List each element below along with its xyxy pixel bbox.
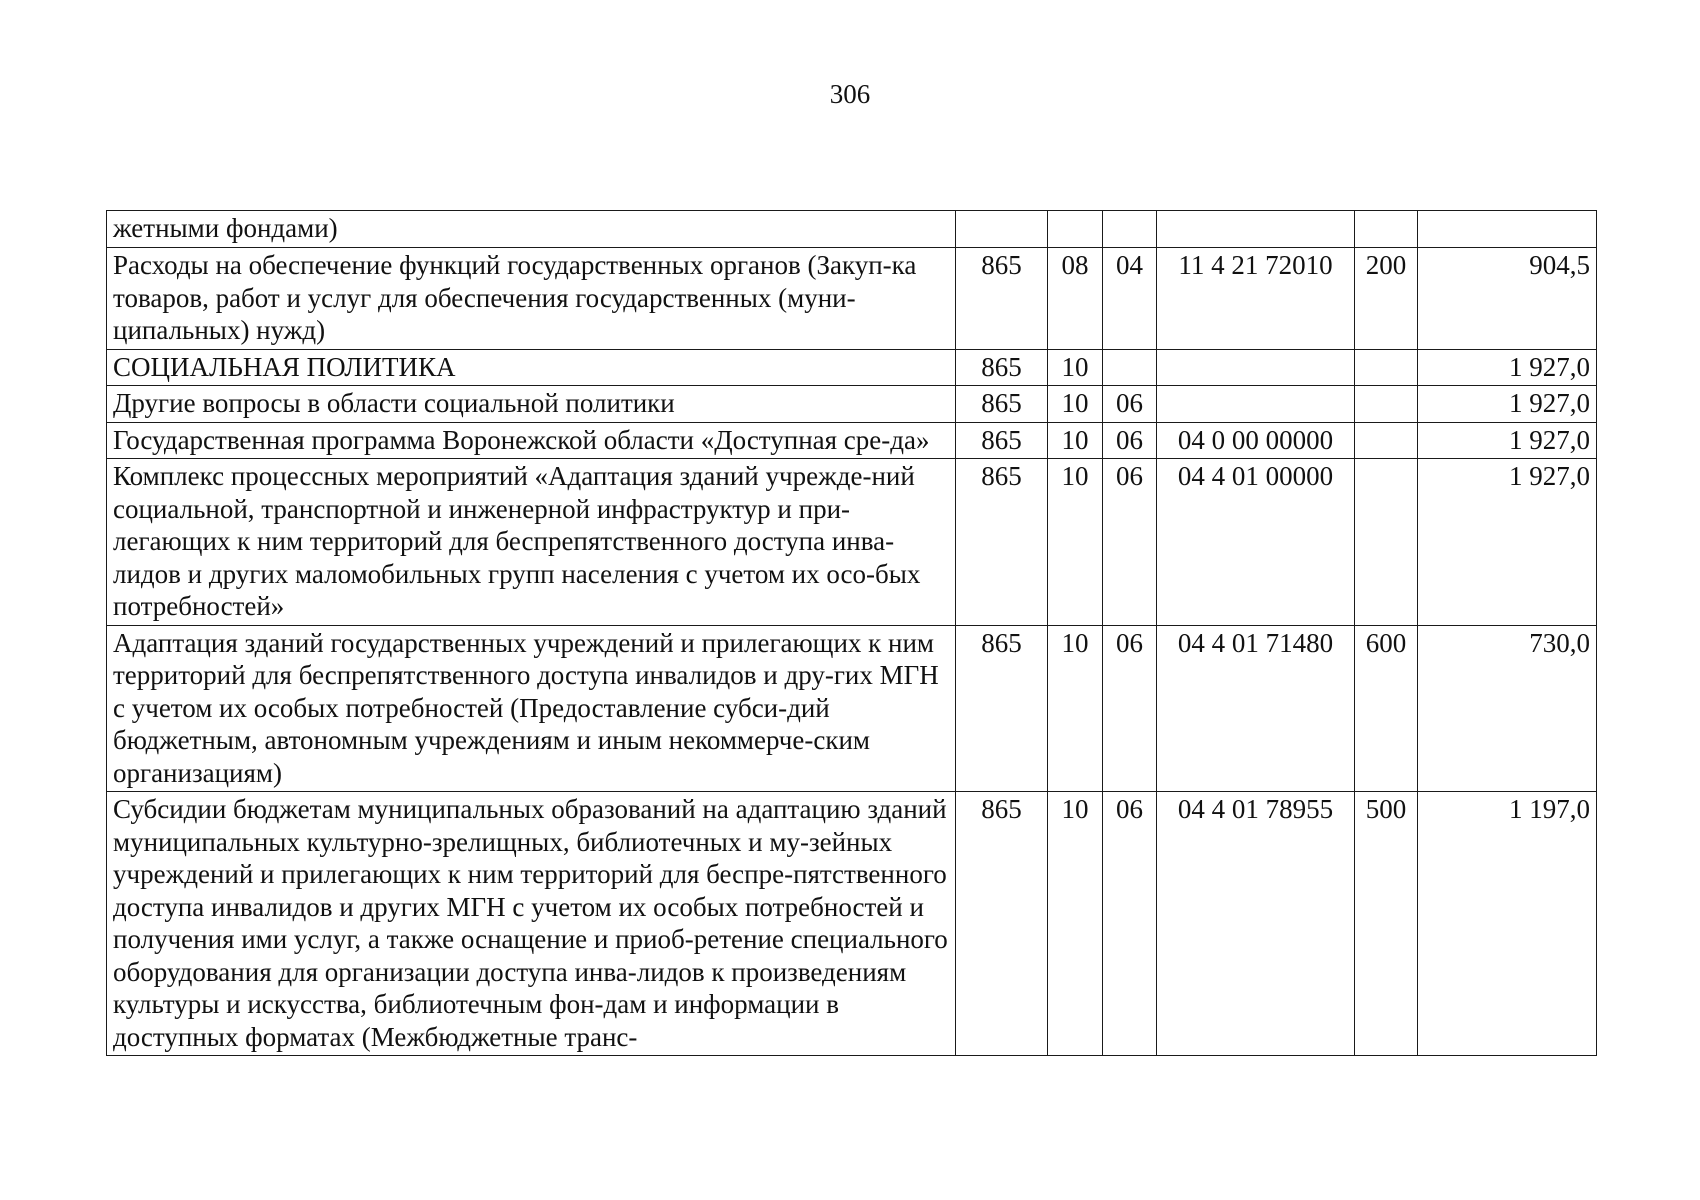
row-rz [1048,211,1103,248]
row-gr: 865 [956,248,1048,350]
row-gr: 865 [956,422,1048,459]
row-vr [1355,459,1418,626]
row-sum: 1 927,0 [1418,459,1597,626]
row-name: Другие вопросы в области социальной политики [107,386,956,423]
row-csr [1157,386,1355,423]
row-rz: 10 [1048,386,1103,423]
row-vr [1355,211,1418,248]
row-pr: 06 [1103,459,1157,626]
row-rz: 10 [1048,422,1103,459]
row-rz: 10 [1048,459,1103,626]
row-sum: 1 927,0 [1418,422,1597,459]
row-gr [956,211,1048,248]
row-csr: 04 4 01 71480 [1157,625,1355,792]
budget-table [106,210,1597,1056]
row-gr: 865 [956,386,1048,423]
row-name: Государственная программа Воронежской области «Доступная сре-да» [107,422,956,459]
row-csr: 04 4 01 78955 [1157,792,1355,1056]
row-rz: 10 [1048,349,1103,386]
row-sum: 904,5 [1418,248,1597,350]
row-rz: 10 [1048,792,1103,1056]
row-csr: 04 0 00 00000 [1157,422,1355,459]
row-pr: 06 [1103,625,1157,792]
row-pr: 06 [1103,792,1157,1056]
row-csr [1157,349,1355,386]
row-sum: 1 927,0 [1418,386,1597,423]
row-rz: 08 [1048,248,1103,350]
row-sum: 730,0 [1418,625,1597,792]
row-pr: 04 [1103,248,1157,350]
row-name: Субсидии бюджетам муниципальных образований на адаптацию зданий муниципальных культурно-зрелищных, библиотечных и му-зейных учреждений и прилегающих к ним территорий для беспре-пятственного доступа инвалидов и других МГН с учетом их особых потребностей и получения ими услуг, а также оснащение и приоб-ретение специального оборудования для организации доступа инва-лидов к произведениям культуры и искусства, библиотечным фон-дам и информации в доступных форматах (Межбюджетные транс- [107,792,956,1056]
row-name: СОЦИАЛЬНАЯ ПОЛИТИКА [107,349,956,386]
row-vr: 500 [1355,792,1418,1056]
table-row [107,248,1597,350]
row-csr: 11 4 21 72010 [1157,248,1355,350]
row-vr: 600 [1355,625,1418,792]
row-name: Адаптация зданий государственных учреждений и прилегающих к ним территорий для беспрепятственного доступа инвалидов и дру-гих МГН с учетом их особых потребностей (Предоставление субси-дий бюджетным, автономным учреждениям и иным некоммерче-ским организациям) [107,625,956,792]
row-sum: 1 927,0 [1418,349,1597,386]
row-vr: 200 [1355,248,1418,350]
table-row [107,349,1597,386]
row-csr: 04 4 01 00000 [1157,459,1355,626]
row-gr: 865 [956,459,1048,626]
table-row [107,422,1597,459]
row-rz: 10 [1048,625,1103,792]
row-gr: 865 [956,792,1048,1056]
row-pr: 06 [1103,422,1157,459]
table-row [107,459,1597,626]
row-vr [1355,386,1418,423]
row-vr [1355,422,1418,459]
table-row [107,211,1597,248]
row-pr [1103,349,1157,386]
row-pr [1103,211,1157,248]
row-gr: 865 [956,625,1048,792]
row-name: жетными фондами) [107,211,956,248]
page-number: 306 [829,79,871,109]
table-row [107,792,1597,1056]
row-name: Расходы на обеспечение функций государственных органов (Закуп-ка товаров, работ и услуг для обеспечения государственных (муни-ципальных) нужд) [107,248,956,350]
row-pr: 06 [1103,386,1157,423]
row-csr [1157,211,1355,248]
table-row [107,625,1597,792]
table-row [107,386,1597,423]
row-sum: 1 197,0 [1418,792,1597,1056]
row-name: Комплекс процессных мероприятий «Адаптация зданий учрежде-ний социальной, транспортной и инженерной инфраструктур и при-легающих к ним территорий для беспрепятственного доступа инва-лидов и других маломобильных групп населения с учетом их осо-бых потребностей» [107,459,956,626]
row-sum [1418,211,1597,248]
row-gr: 865 [956,349,1048,386]
row-vr [1355,349,1418,386]
